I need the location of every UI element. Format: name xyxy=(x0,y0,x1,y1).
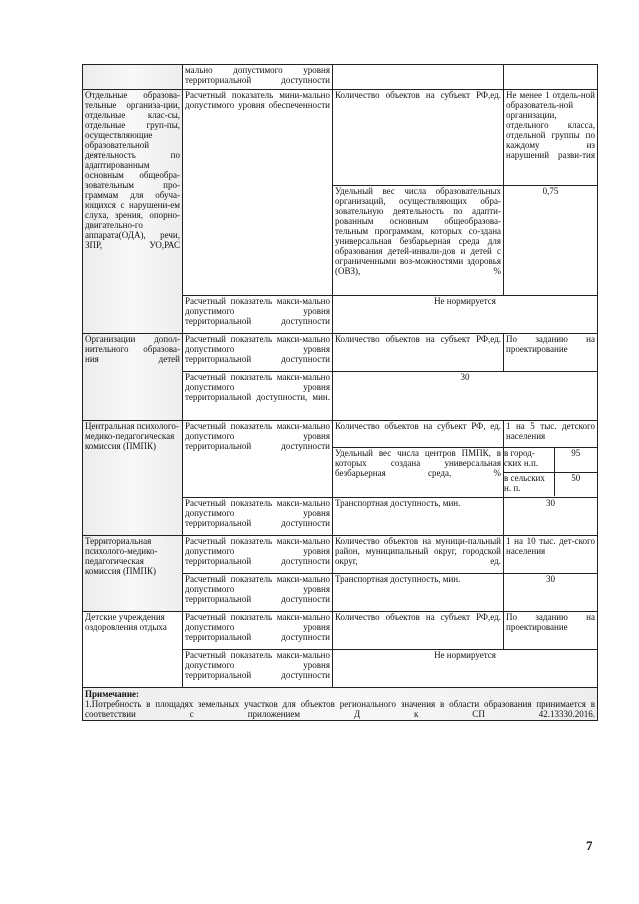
value-cell: 1 на 5 тыс. детского населения xyxy=(504,421,598,448)
indicator-cell: Расчетный показатель макси-мально допустимого уровня территориальной доступности, мин. xyxy=(183,372,333,421)
table-row xyxy=(83,536,598,574)
note-row xyxy=(83,688,598,721)
rural-label: в сельских н. п. xyxy=(504,472,554,496)
value-cell xyxy=(504,65,598,90)
value-cell: Не нормируется xyxy=(333,296,598,334)
category-cell: Организации допол-нительного образова-ния детей xyxy=(83,334,183,421)
value-cell: По заданию на проектирование xyxy=(504,334,598,372)
table-row xyxy=(83,334,598,372)
page-number: 7 xyxy=(586,838,593,853)
unit-cell: Количество объектов на субъект РФ, ед. xyxy=(333,421,504,448)
note-text: 1.Потребность в площадях земельных участков для объектов регионального значения в области образования принимается в соответствии с приложением Д к СП 42.13330.2016. xyxy=(85,699,595,719)
unit-cell: Удельный вес числа центров ПМПК, в которых создана универсальная безбарьерная среда, % xyxy=(333,448,504,498)
rural-value: 50 xyxy=(571,472,581,483)
value-cell: По заданию на проектирование xyxy=(504,612,598,650)
category-cell: Детские учреждения оздоровления отдыха xyxy=(83,612,183,688)
indicator-cell: Расчетный показатель макси-мально допустимого уровня территориальной доступности xyxy=(183,498,333,536)
indicator-cell: Расчетный показатель макси-мально допустимого уровня территориальной доступности xyxy=(183,421,333,498)
table-row xyxy=(83,421,598,448)
unit-cell: Количество объектов на субъект РФ,ед. xyxy=(333,612,504,650)
unit-cell: Транспортная доступность, мин. xyxy=(333,574,504,612)
unit-cell: Количество объектов на муници-пальный район, муниципальный округ, городской округ, ед. xyxy=(333,536,504,574)
value-cell: 0,75 xyxy=(504,186,598,296)
value-cell: 1 на 10 тыс. дет-ского населения xyxy=(504,536,598,574)
category-cell xyxy=(83,65,183,90)
table-row xyxy=(83,65,598,90)
indicator-cell: Расчетный показатель макси-мально допустимого уровня территориальной доступности xyxy=(183,334,333,372)
note-cell xyxy=(83,688,598,721)
city-value: 95 xyxy=(554,448,597,472)
value-cell: 30 xyxy=(504,498,598,536)
indicator-cell: Расчетный показатель мини-мально допустимого уровня обеспеченности xyxy=(183,90,333,296)
unit-cell: Количество объектов на субъект РФ,ед. xyxy=(333,90,504,186)
value-cell xyxy=(504,448,598,498)
table-row xyxy=(83,612,598,650)
value-cell: 30 xyxy=(504,574,598,612)
indicator-cell: Расчетный показатель макси-мально допустимого уровня территориальной доступности xyxy=(183,536,333,574)
unit-cell: Транспортная доступность, мин. xyxy=(333,498,504,536)
table-row xyxy=(83,90,598,186)
indicator-cell: мально допустимого уровня территориальной доступности xyxy=(183,65,333,90)
note-title: Примечание: xyxy=(85,689,140,699)
category-cell: Территориальная психолого-медико-педагогическая комиссия (ПМПК) xyxy=(83,536,183,612)
category-cell: Отдельные образова-тельные организа-ции, отдельные клас-сы, отдельные груп-пы, осуществляющие образовательной деятельность по адаптированным основным общеобра-зовательным про-граммам для обуча-ющихся с нарушени-ем слуха, зрения, опорно-двигательно-го аппарата(ОДА), речи, ЗПР, УО,РАС xyxy=(83,90,183,334)
indicator-cell: Расчетный показатель макси-мально допустимого уровня территориальной доступности xyxy=(183,612,333,650)
unit-cell: Удельный вес числа образовательных организаций, осуществляющих обра-зовательную деятельность по адапти-рованным основным общеобразова-тельным программам, которых со-здана универсальная безбарьерная среда для образования детей-инвали-дов и детей с ограниченными воз-можностями здоровья (ОВЗ), % xyxy=(333,186,504,296)
indicator-cell: Расчетный показатель макси-мально допустимого уровня территориальной доступности xyxy=(183,650,333,688)
indicator-cell: Расчетный показатель макси-мально допустимого уровня территориальной доступности xyxy=(183,574,333,612)
requirements-table xyxy=(82,64,598,721)
city-label: в город-ских н.п. xyxy=(504,448,554,472)
value-cell: Не нормируется xyxy=(333,650,598,688)
settlement-split xyxy=(504,448,597,496)
unit-cell xyxy=(333,65,504,90)
indicator-cell: Расчетный показатель макси-мально допустимого уровня территориальной доступности xyxy=(183,296,333,334)
value-cell: 30 xyxy=(333,372,598,421)
category-cell: Центральная психолого-медико-педагогическая комиссия (ПМПК) xyxy=(83,421,183,536)
unit-cell: Количество объектов на субъект РФ,ед. xyxy=(333,334,504,372)
value-cell: Не менее 1 отдель-ной образователь-ной организации, отдельного класса, отдельной группы по каждому из нарушений разви-тия xyxy=(504,90,598,186)
